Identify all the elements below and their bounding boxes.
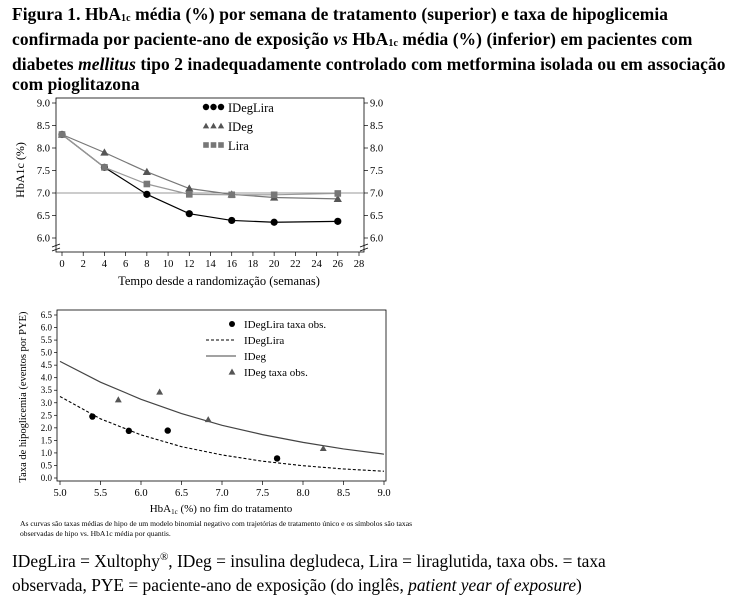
bottom-y-tick-label: 2.0 <box>40 422 52 433</box>
bottom-curve-ideg <box>60 361 384 454</box>
bottom-point-ideg-taxa-obs- <box>205 416 212 422</box>
bottom-x-tick-label: 8.5 <box>336 488 351 499</box>
chart-footnote: As curvas são taxas médias de hipo de um modelo binomial negativo com trajetórias de tratamento único e os símbolos são taxas observadas de hipo vs. HbA1c média por quantis. <box>20 519 413 538</box>
top-x-tick-label: 2 <box>80 259 86 270</box>
top-y-tick-label-right: 6.5 <box>370 211 384 222</box>
top-x-tick-label: 4 <box>101 259 108 270</box>
top-y-tick-label-right: 7.0 <box>370 188 384 200</box>
top-x-tick-label: 12 <box>184 259 195 270</box>
bottom-legend-label: IDeg taxa obs. <box>244 367 308 379</box>
top-x-tick-label: 18 <box>247 259 259 270</box>
bottom-y-tick-label: 3.0 <box>40 397 52 408</box>
top-x-tick-label: 20 <box>268 259 280 270</box>
bottom-legend-marker <box>229 321 235 327</box>
top-y-tick-label: 6.5 <box>36 211 50 222</box>
bottom-legend-marker <box>229 369 236 375</box>
top-y-tick-label-right: 9.0 <box>370 98 384 110</box>
bottom-x-tick-label: 5.0 <box>53 488 67 499</box>
top-x-tick-label: 26 <box>332 259 344 270</box>
top-y-tick-label-right: 6.0 <box>370 233 384 245</box>
bottom-y-tick-label: 0.0 <box>40 473 52 483</box>
bottom-x-tick-label: 6.0 <box>134 488 148 499</box>
bottom-y-tick-label: 1.0 <box>40 447 52 458</box>
top-x-tick-label: 8 <box>144 259 150 270</box>
bottom-legend-item-ideg-taxa-obs- <box>229 367 309 379</box>
bottom-x-tick-label: 5.5 <box>93 488 108 499</box>
bottom-curve-ideglira <box>60 397 384 472</box>
top-chart-x-axis-label: Tempo desde a randomização (semanas) <box>118 274 320 288</box>
bottom-legend-item-ideglira-taxa-obs- <box>229 319 326 331</box>
top-y-tick-label-right: 8.5 <box>370 121 384 132</box>
top-x-tick-label: 28 <box>353 259 365 270</box>
top-x-tick-label: 24 <box>311 259 322 270</box>
bottom-legend-item-ideglira <box>206 335 284 347</box>
bottom-y-tick-label: 2.5 <box>40 410 52 421</box>
top-x-tick-label: 0 <box>59 259 65 270</box>
bottom-y-tick-label: 6.5 <box>40 310 52 320</box>
top-x-tick-label: 14 <box>205 259 216 270</box>
top-legend-label: IDegLira <box>228 101 274 115</box>
top-y-tick-label: 7.5 <box>36 166 50 177</box>
bottom-x-tick-label: 7.5 <box>255 488 270 499</box>
bottom-x-tick-label: 7.0 <box>215 488 229 499</box>
bottom-y-tick-label: 1.5 <box>40 435 52 446</box>
top-y-tick-label: 6.0 <box>36 233 50 245</box>
bottom-y-tick-label: 4.0 <box>40 372 52 383</box>
top-x-tick-label: 16 <box>226 259 237 270</box>
top-y-tick-label-right: 7.5 <box>370 166 384 177</box>
bottom-y-tick-label: 4.5 <box>40 360 52 371</box>
bottom-legend-label: IDegLira <box>244 335 285 347</box>
bottom-point-ideglira-taxa-obs- <box>274 455 280 461</box>
bottom-chart-y-axis-label: Taxa de hipoglicemia (eventos por PYE) <box>18 311 29 483</box>
top-y-tick-label: 8.5 <box>36 121 50 132</box>
bottom-chart-x-axis-label: HbA1c (%) no fim do tratamento <box>149 503 293 516</box>
top-x-tick-label: 6 <box>123 259 129 270</box>
bottom-y-tick-label: 0.5 <box>40 460 52 471</box>
top-legend-label: IDeg <box>228 120 253 134</box>
bottom-y-tick-label: 6.0 <box>40 322 52 333</box>
top-x-tick-label: 22 <box>290 259 301 270</box>
top-y-tick-label: 8.0 <box>36 143 50 155</box>
abbreviations-note: IDegLira = Xultophy®, IDeg = insulina degludeca, Lira = liraglutida, taxa obs. = taxa observada, PYE = paciente-ano de exposição (do inglês, patient year of exposure) <box>12 550 606 595</box>
top-y-tick-label: 9.0 <box>36 98 50 110</box>
bottom-y-tick-label: 5.5 <box>40 335 52 346</box>
bottom-legend-label: IDegLira taxa obs. <box>244 319 327 331</box>
figure-caption: Figura 1. HbA$_{1c}$ média (%) por semana de tratamento (superior) e taxa de hipoglicemia confirmada por paciente-ano de exposição vs HbA$_{1c}$ média (%) (inferior) em pacientes com diabetes mellitus tipo 2 inadequadamente controlado com metformina isolada ou em associação com pioglitazona <box>12 4 726 94</box>
bottom-point-ideg-taxa-obs- <box>156 389 163 395</box>
bottom-x-tick-label: 6.5 <box>174 488 189 499</box>
bottom-point-ideglira-taxa-obs- <box>165 427 171 433</box>
top-legend-label: Lira <box>228 139 249 153</box>
bottom-legend-label: IDeg <box>244 351 266 363</box>
top-chart-y-axis-label: HbA1c (%) <box>13 142 27 198</box>
bottom-x-tick-label: 8.0 <box>296 488 310 499</box>
bottom-point-ideglira-taxa-obs- <box>126 428 132 434</box>
top-x-tick-label: 10 <box>162 259 174 270</box>
bottom-y-tick-label: 5.0 <box>40 347 52 358</box>
figure-label: Figura 1. <box>12 4 81 24</box>
top-y-tick-label: 7.0 <box>36 188 50 200</box>
bottom-x-tick-label: 9.0 <box>377 488 391 499</box>
top-y-tick-label-right: 8.0 <box>370 143 384 155</box>
bottom-y-tick-label: 3.5 <box>40 385 52 396</box>
bottom-point-ideg-taxa-obs- <box>115 396 122 402</box>
bottom-legend-item-ideg <box>206 351 266 363</box>
